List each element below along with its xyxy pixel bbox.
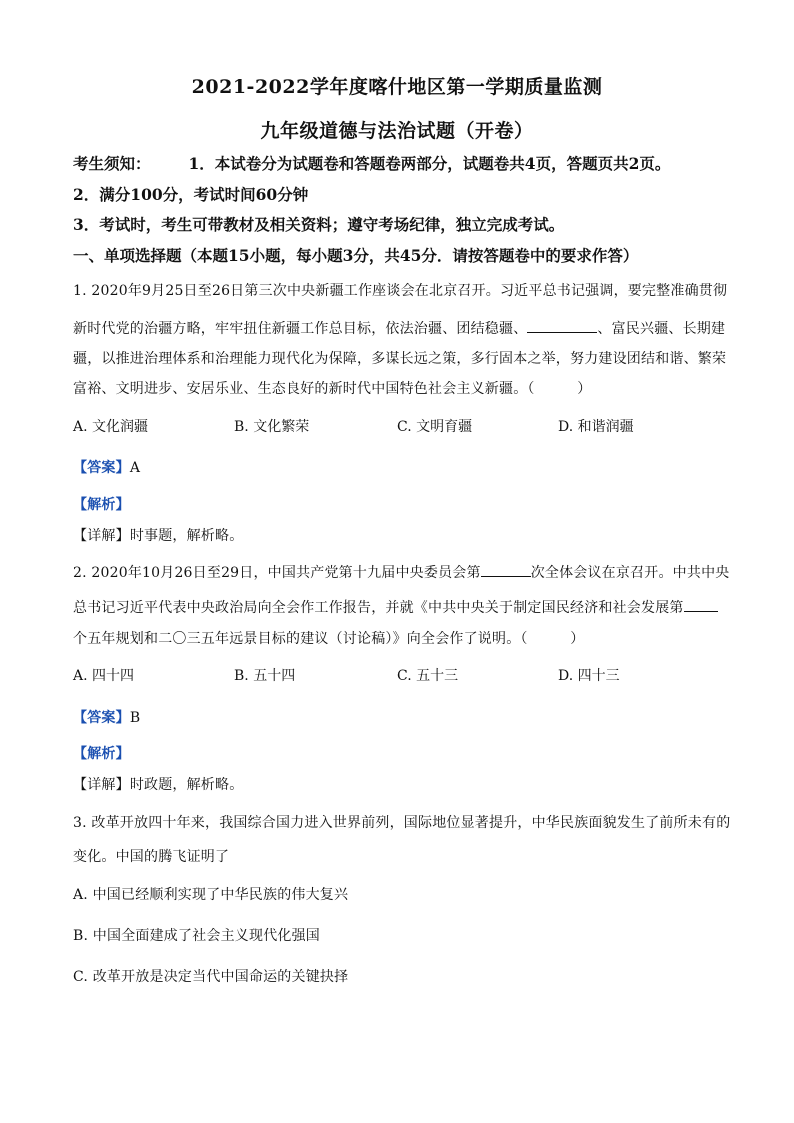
q1-stem-line-2 <box>73 318 725 338</box>
notice-line-1 <box>73 152 670 174</box>
q1-option-d: D. 和谐润疆 <box>558 419 634 435</box>
q1-stem-line-1: 1. 2020年9月25日至26日第三次中央新疆工作座谈会在北京召开。习近平总书记强调，要完整准确贯彻 <box>73 283 728 299</box>
q2-option-c: C. 五十三 <box>397 668 459 684</box>
analysis-label: 【解析】 <box>73 746 130 762</box>
q2-stem-line-2 <box>73 597 718 617</box>
q2-option-a: A. 四十四 <box>73 668 135 684</box>
exam-title: 2021-2022学年度喀什地区第一学期质量监测 <box>191 76 603 98</box>
notice-label: 考生须知： <box>73 154 151 173</box>
q1-option-b: B. 文化繁荣 <box>234 419 310 435</box>
detail-label: 【详解】 <box>73 777 130 793</box>
q2-stem-text-cont: 次全体会议在京召开。中共中央 <box>530 565 730 581</box>
q3-option-a: A. 中国已经顺利实现了中华民族的伟大复兴 <box>73 887 349 903</box>
notice-item-3: 3．考试时，考生可带教材及相关资料；遵守考场纪律，独立完成考试。 <box>73 215 565 234</box>
q1-stem-line-4: 富裕、文明进步、安居乐业、生态良好的新时代中国特色社会主义新疆。（ ） <box>73 381 592 397</box>
q1-option-c: C. 文明育疆 <box>397 419 473 435</box>
analysis-label: 【解析】 <box>73 497 130 513</box>
q2-option-d: D. 四十三 <box>558 668 620 684</box>
detail-text: 时政题，解析略。 <box>129 777 244 793</box>
fill-blank <box>684 597 718 612</box>
answer-value: A <box>129 460 141 476</box>
q2-stem-text-2: 总书记习近平代表中央政治局向全会作工作报告，并就《中共中央关于制定国民经济和社会发展第 <box>73 600 684 616</box>
q2-detail <box>73 774 243 794</box>
q1-detail <box>73 525 243 545</box>
q2-stem-line-3: 个五年规划和二〇三五年远景目标的建议（讨论稿）》向全会作了说明。（ ） <box>73 631 585 647</box>
q1-stem-text: 新时代党的治疆方略，牢牢扭住新疆工作总目标，依法治疆、团结稳疆、 <box>73 321 528 337</box>
fill-blank <box>527 318 597 333</box>
answer-label: 【答案】 <box>73 460 130 476</box>
q2-option-b: B. 五十四 <box>234 668 296 684</box>
exam-subtitle: 九年级道德与法治试题（开卷） <box>260 120 534 142</box>
notice-item-2: 2．满分100分，考试时间60分钟 <box>73 185 309 204</box>
notice-item-1: 1．本试卷分为试题卷和答题卷两部分，试题卷共4页，答题页共2页。 <box>188 154 671 173</box>
q2-stem-text: 2. 2020年10月26日至29日，中国共产党第十九届中央委员会第 <box>73 565 481 581</box>
q2-analysis <box>73 743 130 763</box>
q1-stem-text-cont: 、富民兴疆、长期建 <box>597 321 726 337</box>
q1-stem-line-3: 疆，以推进治理体系和治理能力现代化为保障，多谋长远之策，多行固本之举，努力建设团结和谐、繁荣 <box>73 351 727 367</box>
q3-option-c: C. 改革开放是决定当代中国命运的关键抉择 <box>73 969 349 985</box>
q2-answer <box>73 707 140 727</box>
section-heading: 一、单项选择题（本题15小题，每小题3分，共45分．请按答题卷中的要求作答） <box>73 246 639 265</box>
fill-blank <box>481 562 531 577</box>
q3-stem-line-1: 3. 改革开放四十年来，我国综合国力进入世界前列，国际地位显著提升，中华民族面貌发生了前所未有的 <box>73 815 731 831</box>
q1-option-a: A. 文化润疆 <box>73 419 149 435</box>
detail-text: 时事题，解析略。 <box>129 528 244 544</box>
q2-stem-line-1 <box>73 562 730 582</box>
q3-option-b: B. 中国全面建成了社会主义现代化强国 <box>73 928 320 944</box>
q3-stem-line-2: 变化。中国的腾飞证明了 <box>73 849 230 865</box>
q1-analysis <box>73 494 130 514</box>
q1-answer <box>73 457 140 477</box>
answer-value: B <box>129 710 141 726</box>
detail-label: 【详解】 <box>73 528 130 544</box>
answer-label: 【答案】 <box>73 710 130 726</box>
